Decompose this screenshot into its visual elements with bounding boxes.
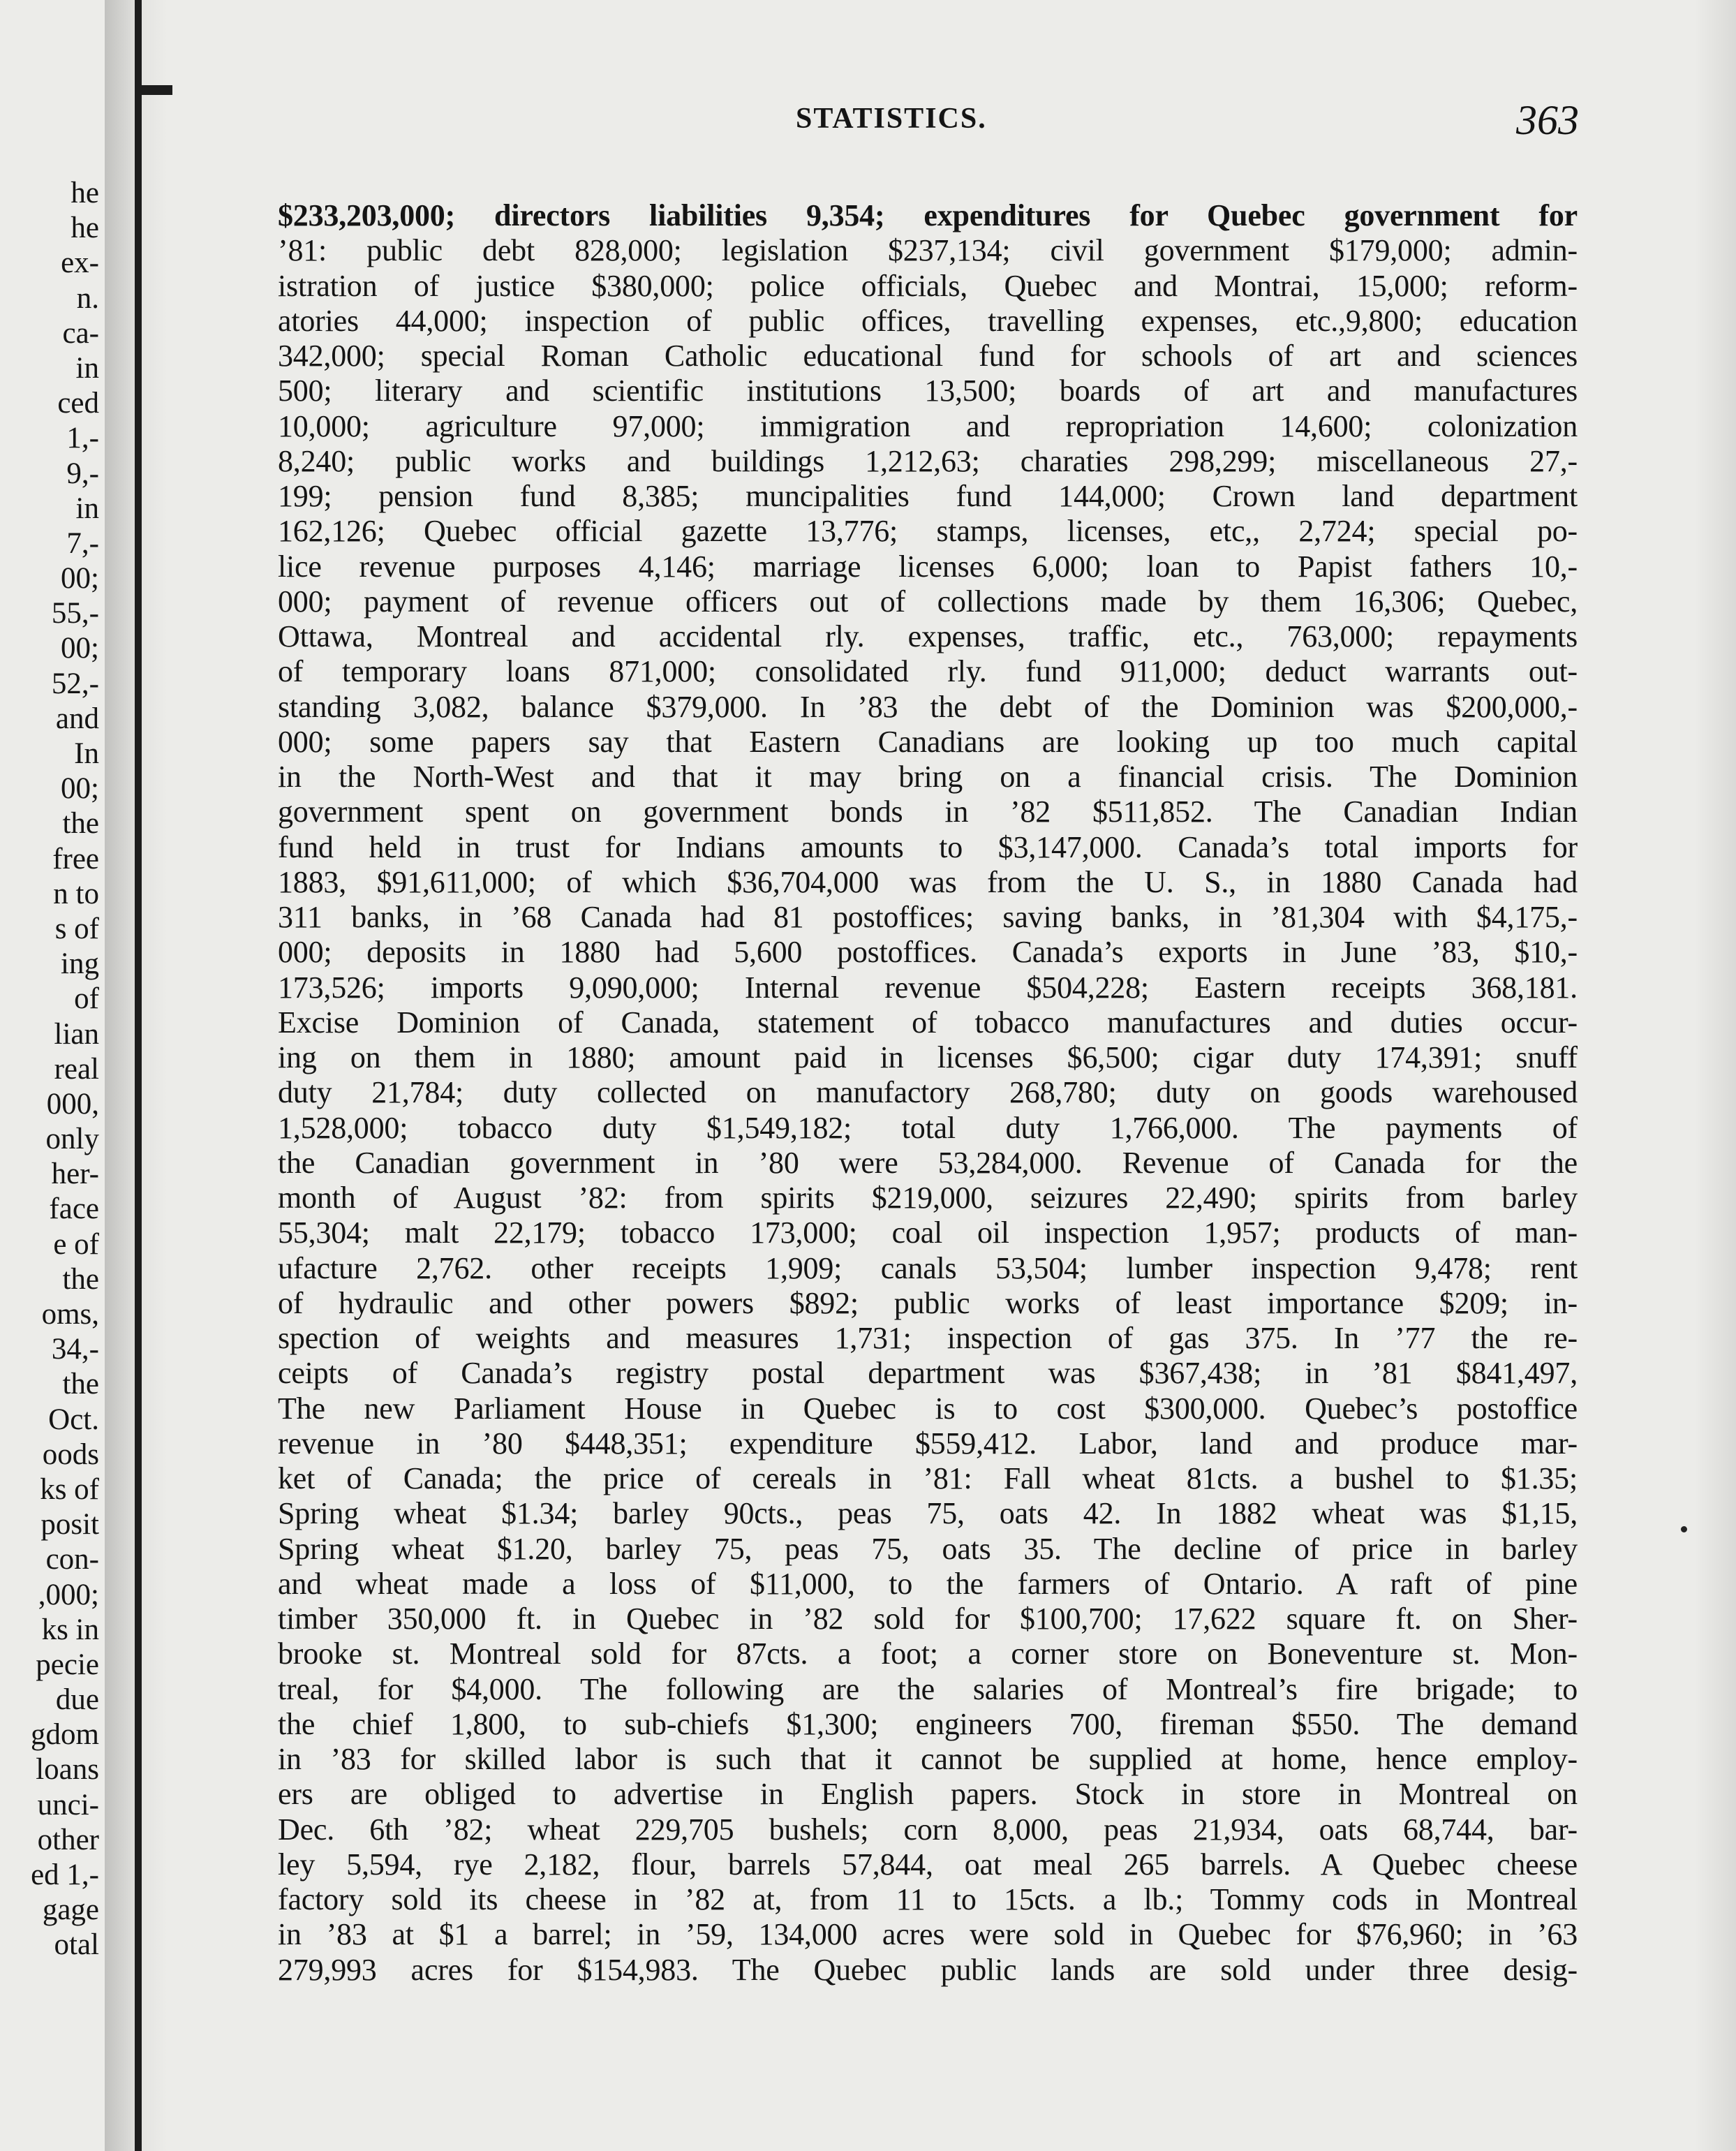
left-page-fragment: n. bbox=[76, 281, 99, 315]
body-line: Ottawa, Montreal and accidental rly. expenses, traffic, etc., 763,000; repayments bbox=[278, 619, 1578, 653]
body-line: atories 44,000; inspection of public offices, travelling expenses, etc.,9,800; education bbox=[278, 303, 1578, 338]
body-line: lice revenue purposes 4,146; marriage licenses 6,000; loan to Papist fathers 10,- bbox=[278, 549, 1578, 584]
body-line: factory sold its cheese in ’82 at, from 11 to 15cts. a lb.; Tommy cods in Montreal bbox=[278, 1882, 1578, 1916]
body-line: month of August ’82: from spirits $219,000, seizures 22,490; spirits from barley bbox=[278, 1181, 1578, 1215]
body-line: in ’83 for skilled labor is such that it cannot be supplied at home, hence employ- bbox=[278, 1742, 1578, 1776]
body-line: 173,526; imports 9,090,000; Internal revenue $504,228; Eastern receipts 368,181. bbox=[278, 970, 1578, 1005]
body-line: Spring wheat $1.20, barley 75, peas 75, oats 35. The decline of price in barley bbox=[278, 1531, 1578, 1566]
left-page-fragment: her- bbox=[51, 1158, 99, 1191]
body-line: Excise Dominion of Canada, statement of tobacco manufactures and duties occur- bbox=[278, 1005, 1578, 1040]
body-line: 000; some papers say that Eastern Canadians are looking up too much capital bbox=[278, 724, 1578, 759]
left-page-fragment: 9,- bbox=[66, 457, 99, 490]
body-line: ing on them in 1880; amount paid in licenses $6,500; cigar duty 174,391; snuff bbox=[278, 1040, 1578, 1074]
left-page-fragment: ca- bbox=[62, 316, 99, 350]
left-page-fragment: the bbox=[62, 807, 99, 841]
left-page-fragment: free bbox=[52, 842, 99, 875]
left-page-fragment: and bbox=[55, 702, 99, 735]
left-page-fragment: ,000; bbox=[38, 1578, 99, 1611]
body-line: spection of weights and measures 1,731; inspection of gas 375. In ’77 the re- bbox=[278, 1321, 1578, 1355]
left-page-fragment: loans bbox=[36, 1753, 99, 1787]
left-page-fragment: of bbox=[74, 982, 99, 1016]
left-page-fragment: 00; bbox=[61, 562, 99, 596]
left-page-fragment: ks in bbox=[41, 1613, 99, 1646]
body-line: treal, for $4,000. The following are the salaries of Montreal’s fire brigade; to bbox=[278, 1671, 1578, 1706]
left-page-fragment: only bbox=[45, 1123, 99, 1156]
body-line: 1883, $91,611,000; of which $36,704,000 was from the U. S., in 1880 Canada had bbox=[278, 864, 1578, 899]
left-page-fragment: gdom bbox=[31, 1718, 99, 1752]
body-line: the Canadian government in ’80 were 53,284,000. Revenue of Canada for the bbox=[278, 1145, 1578, 1180]
left-page-fragment: Oct. bbox=[48, 1403, 99, 1436]
body-line: fund held in trust for Indians amounts to $3,147,000. Canada’s total imports for bbox=[278, 829, 1578, 864]
body-line: 8,240; public works and buildings 1,212,63; charaties 298,299; miscellaneous 27,- bbox=[278, 443, 1578, 478]
body-line: Spring wheat $1.34; barley 90cts., peas 75, oats 42. In 1882 wheat was $1,15, bbox=[278, 1496, 1578, 1531]
body-line: 279,993 acres for $154,983. The Quebec public lands are sold under three desig- bbox=[278, 1952, 1578, 1987]
left-page-fragment: due bbox=[55, 1683, 99, 1717]
left-page-fragment: ks of bbox=[40, 1472, 99, 1506]
body-line: 55,304; malt 22,179; tobacco 173,000; coal oil inspection 1,957; products of man- bbox=[278, 1215, 1578, 1250]
left-page-fragment: real bbox=[54, 1052, 99, 1086]
left-page-fragment: s of bbox=[54, 912, 99, 945]
body-line: in ’83 at $1 a barrel; in ’59, 134,000 acres were sold in Quebec for $76,960; in ’63 bbox=[278, 1917, 1578, 1952]
left-page-fragment: In bbox=[74, 737, 99, 770]
body-line: ley 5,594, rye 2,182, flour, barrels 57,844, oat meal 265 barrels. A Quebec cheese bbox=[278, 1847, 1578, 1882]
left-page-fragment: 7,- bbox=[66, 526, 99, 560]
left-page-fragment: posit bbox=[40, 1508, 99, 1542]
left-page-fragment: the bbox=[62, 1368, 99, 1401]
running-head: STATISTICS. bbox=[796, 103, 987, 135]
body-line: 342,000; special Roman Catholic educational fund for schools of art and sciences bbox=[278, 339, 1578, 373]
binding-notch bbox=[135, 85, 172, 95]
left-page-fragment: he bbox=[71, 212, 99, 245]
left-page-fragment: 000, bbox=[46, 1087, 99, 1121]
left-page-fragment: the bbox=[62, 1262, 99, 1296]
left-page-fragment: in bbox=[75, 351, 99, 385]
left-page-fragment: in bbox=[75, 491, 99, 525]
body-line: revenue in ’80 $448,351; expenditure $559,412. Labor, land and produce mar- bbox=[278, 1426, 1578, 1461]
left-page-fragment: ed 1,- bbox=[31, 1858, 99, 1891]
left-page-fragment: oods bbox=[42, 1437, 99, 1471]
body-line: ’81: public debt 828,000; legislation $237,134; civil government $179,000; admin- bbox=[278, 233, 1578, 268]
body-line: 1,528,000; tobacco duty $1,549,182; total duty 1,766,000. The payments of bbox=[278, 1110, 1578, 1145]
body-line: of temporary loans 871,000; consolidated rly. fund 911,000; deduct warrants out- bbox=[278, 654, 1578, 689]
body-line: government spent on government bonds in ’82 $511,852. The Canadian Indian bbox=[278, 794, 1578, 829]
body-line: ceipts of Canada’s registry postal department was $367,438; in ’81 $841,497, bbox=[278, 1356, 1578, 1391]
left-page-fragment: 00; bbox=[61, 772, 99, 806]
binding-rule bbox=[135, 0, 142, 2151]
left-page-fragment: con- bbox=[45, 1543, 99, 1576]
body-line: ufacture 2,762. other receipts 1,909; canals 53,504; lumber inspection 9,478; rent bbox=[278, 1250, 1578, 1285]
body-line: 311 banks, in ’68 Canada had 81 postoffices; saving banks, in ’81,304 with $4,175,- bbox=[278, 900, 1578, 934]
body-line: 000; payment of revenue officers out of collections made by them 16,306; Quebec, bbox=[278, 584, 1578, 619]
body-line: 199; pension fund 8,385; muncipalities fund 144,000; Crown land department bbox=[278, 479, 1578, 513]
body-line: 000; deposits in 1880 had 5,600 postoffices. Canada’s exports in June ’83, $10,- bbox=[278, 935, 1578, 970]
left-page-fragment: 55,- bbox=[51, 597, 99, 630]
page-edge-shadow bbox=[1694, 0, 1736, 2151]
left-page-fragment: other bbox=[37, 1823, 99, 1856]
body-line: $233,203,000; directors liabilities 9,354; expenditures for Quebec government for bbox=[278, 198, 1578, 232]
body-line: 10,000; agriculture 97,000; immigration and repropriation 14,600; colonization bbox=[278, 408, 1578, 443]
left-page-fragment: e of bbox=[53, 1227, 99, 1261]
left-page-fragment: n to bbox=[53, 877, 99, 910]
body-line: ers are obliged to advertise in English papers. Stock in store in Montreal on bbox=[278, 1777, 1578, 1812]
left-page-fragment: he bbox=[71, 177, 99, 209]
page-number: 363 bbox=[1516, 97, 1579, 143]
body-line: in the North-West and that it may bring on a financial crisis. The Dominion bbox=[278, 760, 1578, 794]
body-line: brooke st. Montreal sold for 87cts. a foot; a corner store on Boneventure st. Mon- bbox=[278, 1636, 1578, 1671]
left-page-fragment: ex- bbox=[61, 246, 99, 280]
left-page-fragment: 1,- bbox=[66, 422, 99, 455]
left-page-fragment: otal bbox=[54, 1928, 99, 1962]
left-page-fragment: pecie bbox=[36, 1648, 99, 1681]
body-line: and wheat made a loss of $11,000, to the farmers of Ontario. A raft of pine bbox=[278, 1566, 1578, 1601]
body-line: timber 350,000 ft. in Quebec in ’82 sold for $100,700; 17,622 square ft. on Sher- bbox=[278, 1602, 1578, 1636]
left-page-fragment: oms, bbox=[41, 1298, 99, 1331]
body-line: duty 21,784; duty collected on manufactory 268,780; duty on goods warehoused bbox=[278, 1075, 1578, 1110]
left-page-fragment: gage bbox=[42, 1893, 99, 1927]
body-line: istration of justice $380,000; police officials, Quebec and Montrai, 15,000; reform- bbox=[278, 268, 1578, 303]
left-page-fragment: 52,- bbox=[51, 667, 99, 700]
body-line: 500; literary and scientific institutions 13,500; boards of art and manufactures bbox=[278, 374, 1578, 408]
left-page-fragment: 34,- bbox=[51, 1333, 99, 1366]
body-text bbox=[278, 198, 1578, 1988]
body-line: ket of Canada; the price of cereals in ’81: Fall wheat 81cts. a bushel to $1.35; bbox=[278, 1461, 1578, 1495]
body-line: 162,126; Quebec official gazette 13,776; stamps, licenses, etc,, 2,724; special po- bbox=[278, 514, 1578, 549]
left-page-fragment: face bbox=[49, 1192, 99, 1226]
ink-speck bbox=[1681, 1526, 1687, 1532]
body-line: the chief 1,800, to sub-chiefs $1,300; engineers 700, fireman $550. The demand bbox=[278, 1706, 1578, 1741]
left-page-fragment: unci- bbox=[37, 1788, 99, 1821]
body-line: The new Parliament House in Quebec is to cost $300,000. Quebec’s postoffice bbox=[278, 1391, 1578, 1426]
left-page-fragment: ing bbox=[61, 947, 99, 981]
body-line: Dec. 6th ’82; wheat 229,705 bushels; corn 8,000, peas 21,934, oats 68,744, bar- bbox=[278, 1812, 1578, 1847]
left-page-fragment: 00; bbox=[61, 632, 99, 665]
left-page-fragment: ced bbox=[57, 387, 99, 420]
body-line: of hydraulic and other powers $892; public works of least importance $209; in- bbox=[278, 1285, 1578, 1320]
left-page-fragments bbox=[1, 176, 99, 1963]
body-line: standing 3,082, balance $379,000. In ’83 the debt of the Dominion was $200,000,- bbox=[278, 689, 1578, 724]
left-page-fragment: lian bbox=[54, 1017, 99, 1051]
